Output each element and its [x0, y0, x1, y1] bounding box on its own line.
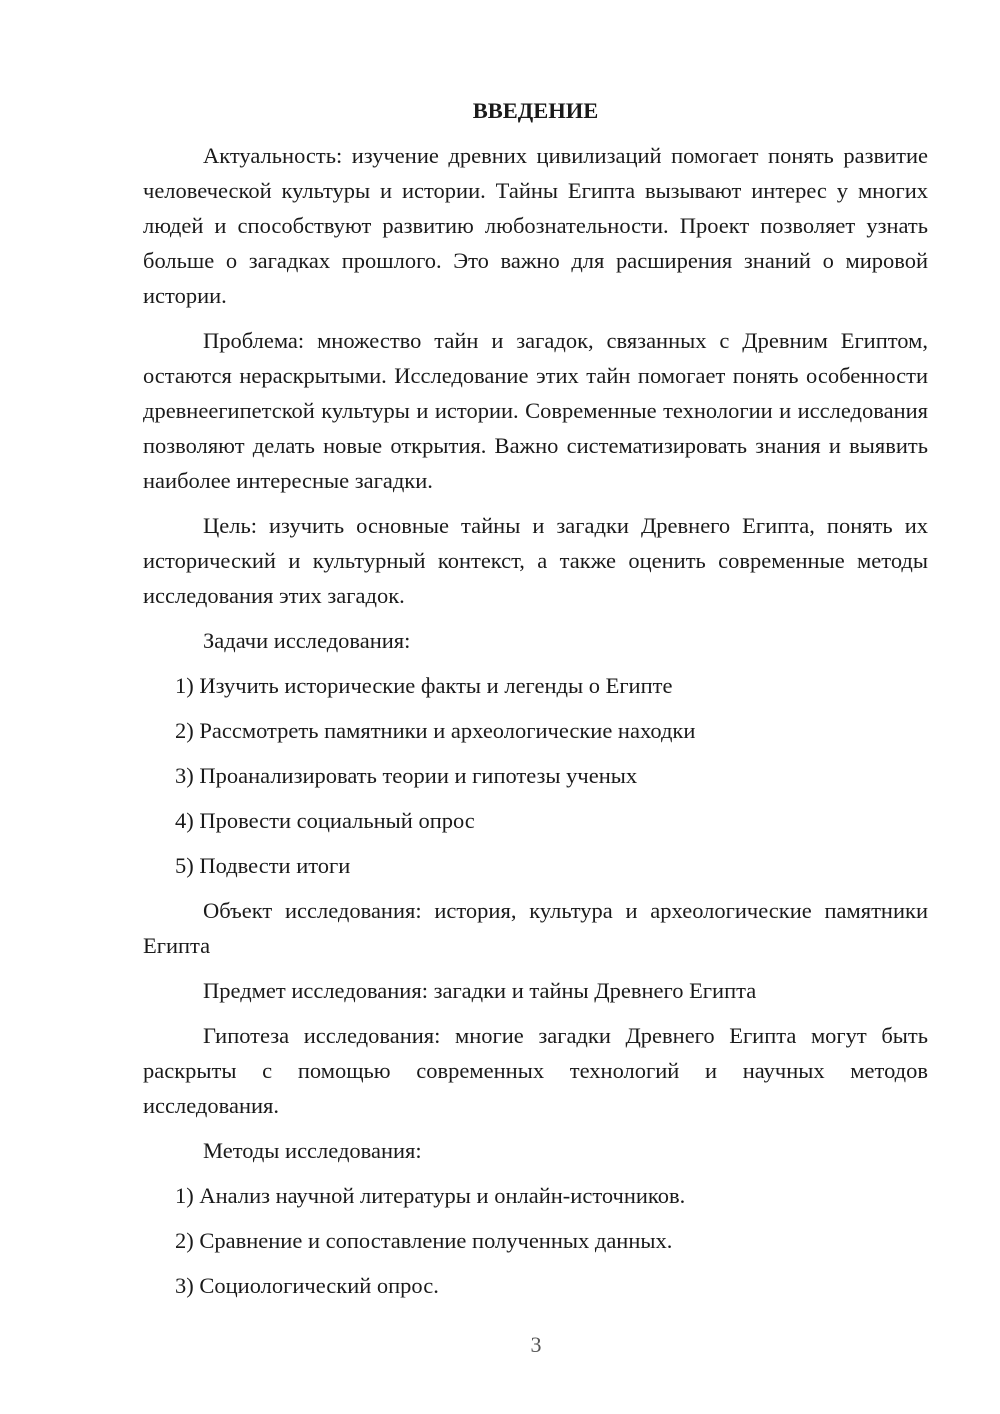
- tasks-heading: Задачи исследования:: [203, 628, 411, 653]
- page-content: [143, 92, 928, 1313]
- task-item: 1) Изучить исторические факты и легенды о Египте: [175, 673, 673, 698]
- method-item: 2) Сравнение и сопоставление полученных данных.: [175, 1228, 673, 1253]
- relevance-paragraph: Актуальность: изучение древних цивилизаций помогает понять развитие человеческой культуры и истории. Тайны Египта вызывают интерес у многих людей и способствуют развитию любознательности. Проект позволяет узнать больше о загадках прошлого. Это важно для расширения знаний о мировой истории.: [143, 143, 928, 308]
- page-title: ВВЕДЕНИЕ: [472, 98, 599, 123]
- hypothesis-paragraph: Гипотеза исследования: многие загадки Древнего Египта могут быть раскрыты с помощью современных технологий и научных методов исследования.: [143, 1023, 928, 1118]
- method-item: 1) Анализ научной литературы и онлайн-источников.: [175, 1183, 686, 1208]
- goal-paragraph: Цель: изучить основные тайны и загадки Древнего Египта, понять их исторический и культурный контекст, а также оценить современные методы исследования этих загадок.: [143, 513, 928, 608]
- task-item: 5) Подвести итоги: [175, 853, 351, 878]
- method-item: 3) Социологический опрос.: [175, 1273, 439, 1298]
- task-item: 3) Проанализировать теории и гипотезы ученых: [175, 763, 638, 788]
- task-item: 2) Рассмотреть памятники и археологические находки: [175, 718, 696, 743]
- object-paragraph: Объект исследования: история, культура и археологические памятники Египта: [143, 898, 928, 958]
- methods-heading: Методы исследования:: [203, 1138, 422, 1163]
- subject-paragraph: Предмет исследования: загадки и тайны Древнего Египта: [203, 978, 757, 1003]
- problem-paragraph: Проблема: множество тайн и загадок, связанных с Древним Египтом, остаются нераскрытыми. Исследование этих тайн помогает понять особенности древнеегипетской культуры и истории. Современные технологии и исследования позволяют делать новые открытия. Важно систематизировать знания и выявить наиболее интересные загадки.: [143, 328, 928, 493]
- task-item: 4) Провести социальный опрос: [175, 808, 475, 833]
- page-number: 3: [530, 1332, 542, 1357]
